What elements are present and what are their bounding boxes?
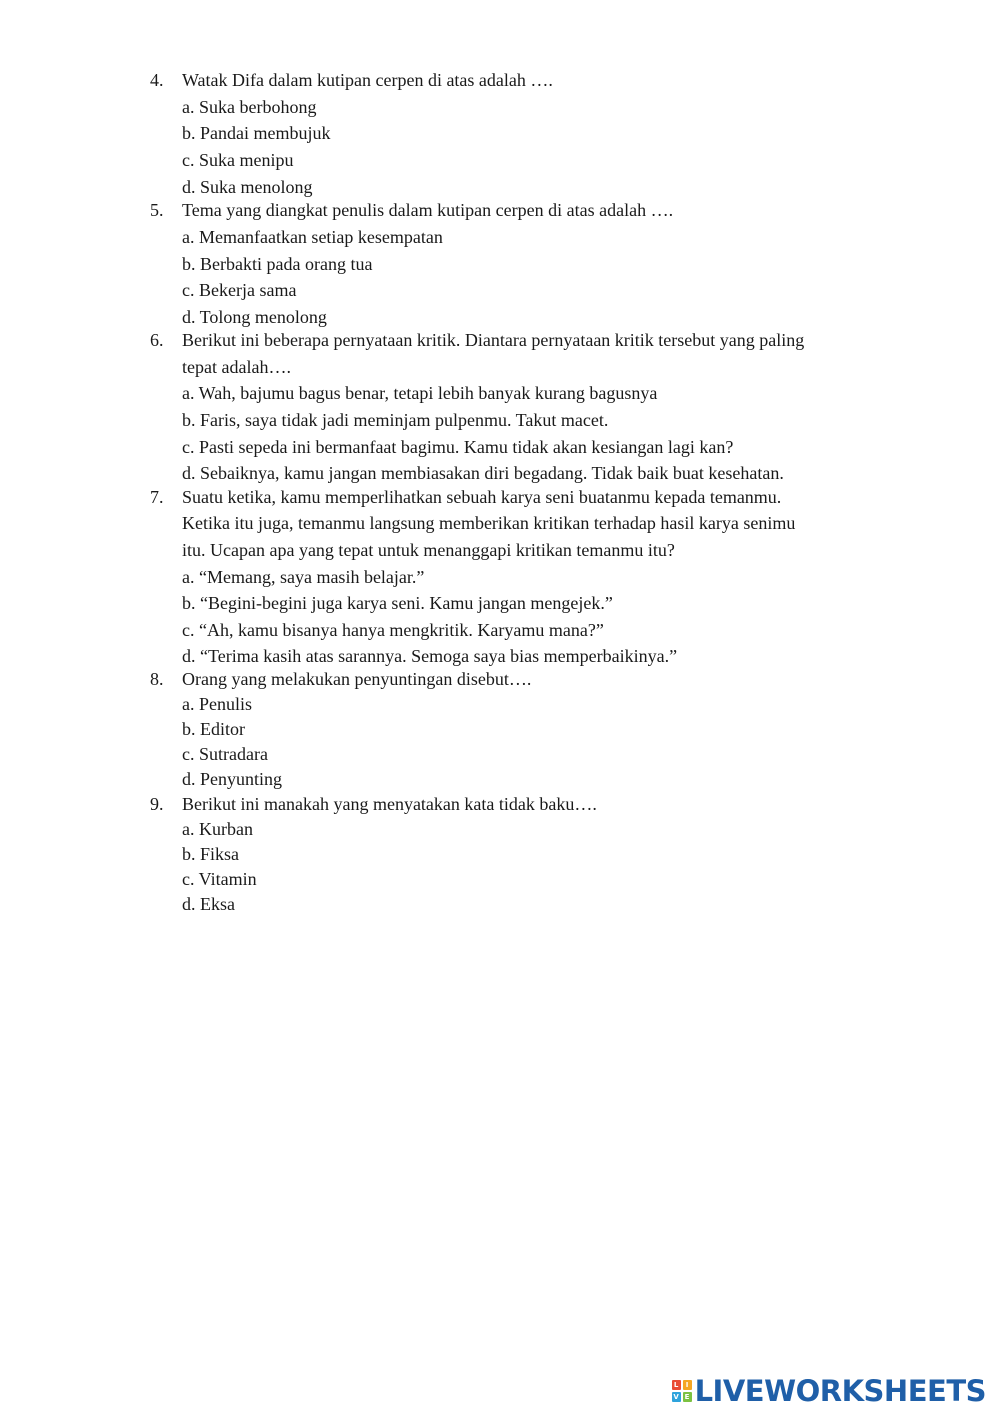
question-number: 8. [150, 669, 164, 689]
answer-option[interactable]: c. Bekerja sama [182, 280, 297, 300]
liveworksheets-logo [672, 1376, 986, 1406]
answer-option[interactable]: c. Suka menipu [182, 150, 294, 170]
logo-wordmark: LIVEWORKSHEETS [694, 1374, 986, 1408]
logo-tile: I [683, 1380, 692, 1390]
question-text: Suatu ketika, kamu memperlihatkan sebuah karya seni buatanmu kepada temanmu. [182, 487, 782, 507]
answer-option[interactable]: a. Penulis [182, 694, 252, 714]
answer-option[interactable]: c. Vitamin [182, 869, 257, 889]
answer-option[interactable]: d. Suka menolong [182, 177, 313, 197]
answer-option[interactable]: d. Tolong menolong [182, 307, 327, 327]
answer-option[interactable]: a. Kurban [182, 819, 253, 839]
answer-option[interactable]: d. Penyunting [182, 769, 283, 789]
question-text: Tema yang diangkat penulis dalam kutipan cerpen di atas adalah …. [182, 200, 674, 220]
answer-option[interactable]: c. “Ah, kamu bisanya hanya mengkritik. Karyamu mana?” [182, 620, 604, 640]
answer-option[interactable]: a. Suka berbohong [182, 97, 317, 117]
question-number: 5. [150, 200, 164, 220]
answer-option[interactable]: d. Sebaiknya, kamu jangan membiasakan diri begadang. Tidak baik buat kesehatan. [182, 463, 784, 483]
answer-option[interactable]: b. Faris, saya tidak jadi meminjam pulpenmu. Takut macet. [182, 410, 609, 430]
answer-option[interactable]: b. Editor [182, 719, 245, 739]
answer-option[interactable]: b. “Begini-begini juga karya seni. Kamu jangan mengejek.” [182, 593, 613, 613]
question-text: itu. Ucapan apa yang tepat untuk menanggapi kritikan temanmu itu? [182, 540, 675, 560]
liveworksheets-logo-icon [672, 1380, 692, 1402]
answer-option[interactable]: a. “Memang, saya masih belajar.” [182, 567, 425, 587]
question-text: Ketika itu juga, temanmu langsung memberikan kritikan terhadap hasil karya senimu [182, 513, 796, 533]
question-text: Orang yang melakukan penyuntingan disebut…. [182, 669, 532, 689]
answer-option[interactable]: a. Memanfaatkan setiap kesempatan [182, 227, 443, 247]
question-text: Berikut ini beberapa pernyataan kritik. Diantara pernyataan kritik tersebut yang paling [182, 330, 805, 350]
question-text: Watak Difa dalam kutipan cerpen di atas adalah …. [182, 70, 553, 90]
answer-option[interactable]: c. Pasti sepeda ini bermanfaat bagimu. Kamu tidak akan kesiangan lagi kan? [182, 437, 734, 457]
question-number: 6. [150, 330, 164, 350]
logo-tile: E [683, 1392, 692, 1402]
answer-option[interactable]: d. “Terima kasih atas sarannya. Semoga saya bias memperbaikinya.” [182, 646, 678, 666]
logo-tile: V [673, 1392, 679, 1401]
answer-option[interactable]: a. Wah, bajumu bagus benar, tetapi lebih banyak kurang bagusnya [182, 383, 658, 403]
question-number: 9. [150, 794, 164, 814]
answer-option[interactable]: c. Sutradara [182, 744, 268, 764]
answer-option[interactable]: b. Fiksa [182, 844, 240, 864]
answer-option[interactable]: d. Eksa [182, 894, 235, 914]
question-text: tepat adalah…. [182, 357, 291, 377]
question-number: 4. [150, 70, 164, 90]
question-text: Berikut ini manakah yang menyatakan kata tidak baku…. [182, 794, 597, 814]
logo-tile: L [672, 1380, 681, 1390]
question-number: 7. [150, 487, 164, 507]
answer-option[interactable]: b. Berbakti pada orang tua [182, 254, 373, 274]
answer-option[interactable]: b. Pandai membujuk [182, 123, 331, 143]
